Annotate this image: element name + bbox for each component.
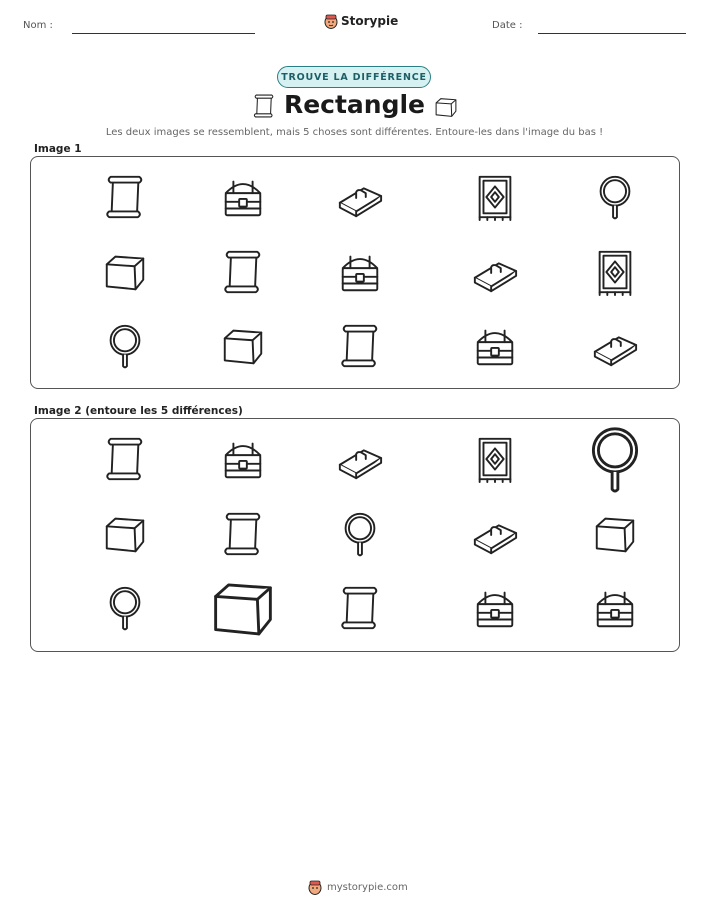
name-line[interactable] bbox=[72, 33, 255, 34]
chest-icon[interactable] bbox=[219, 435, 267, 483]
scroll-icon bbox=[219, 248, 267, 296]
tray-icon[interactable] bbox=[471, 510, 519, 558]
scroll-icon bbox=[336, 322, 384, 370]
chest-icon[interactable] bbox=[471, 584, 519, 632]
rug-icon bbox=[591, 248, 639, 296]
tray-icon bbox=[471, 248, 519, 296]
tray-icon bbox=[591, 322, 639, 370]
brand-logo bbox=[324, 13, 398, 29]
chest-icon bbox=[471, 322, 519, 370]
scroll-icon[interactable] bbox=[219, 510, 267, 558]
image2-label: Image 2 (entoure les 5 différences) bbox=[34, 405, 243, 417]
storypie-mascot-icon bbox=[308, 879, 322, 895]
magnifier-icon bbox=[591, 173, 639, 221]
footer bbox=[308, 879, 408, 895]
magnifier-icon[interactable] bbox=[101, 584, 149, 632]
scroll-icon[interactable] bbox=[101, 435, 149, 483]
name-label: Nom : bbox=[23, 20, 53, 31]
cube-icon bbox=[430, 94, 462, 120]
magnifier-icon[interactable] bbox=[579, 423, 651, 495]
brand-name: Storypie bbox=[341, 14, 399, 28]
image1-label: Image 1 bbox=[34, 143, 82, 155]
storypie-mascot-icon bbox=[324, 13, 338, 29]
cube-icon bbox=[101, 248, 149, 296]
activity-badge: TROUVE LA DIFFÉRENCE bbox=[277, 66, 431, 88]
chest-icon[interactable] bbox=[591, 584, 639, 632]
magnifier-icon bbox=[101, 322, 149, 370]
instructions-text: Les deux images se ressemblent, mais 5 choses sont différentes. Entoure-les dans l'image du bas ! bbox=[105, 127, 604, 138]
date-label: Date : bbox=[492, 20, 523, 31]
scroll-icon[interactable] bbox=[336, 584, 384, 632]
tray-icon[interactable] bbox=[336, 435, 384, 483]
image1-panel bbox=[30, 156, 680, 389]
image2-panel[interactable] bbox=[30, 418, 680, 652]
scroll-icon bbox=[101, 173, 149, 221]
rug-icon[interactable] bbox=[471, 435, 519, 483]
cube-icon bbox=[219, 322, 267, 370]
date-line[interactable] bbox=[538, 33, 686, 34]
cube-icon[interactable] bbox=[101, 510, 149, 558]
magnifier-icon[interactable] bbox=[336, 510, 384, 558]
page-title: Rectangle bbox=[283, 90, 426, 119]
cube-icon[interactable] bbox=[591, 510, 639, 558]
chest-icon bbox=[336, 248, 384, 296]
footer-url: mystorypie.com bbox=[327, 881, 408, 893]
chest-icon bbox=[219, 173, 267, 221]
tray-icon bbox=[336, 173, 384, 221]
rug-icon bbox=[471, 173, 519, 221]
cube-icon[interactable] bbox=[207, 572, 279, 644]
